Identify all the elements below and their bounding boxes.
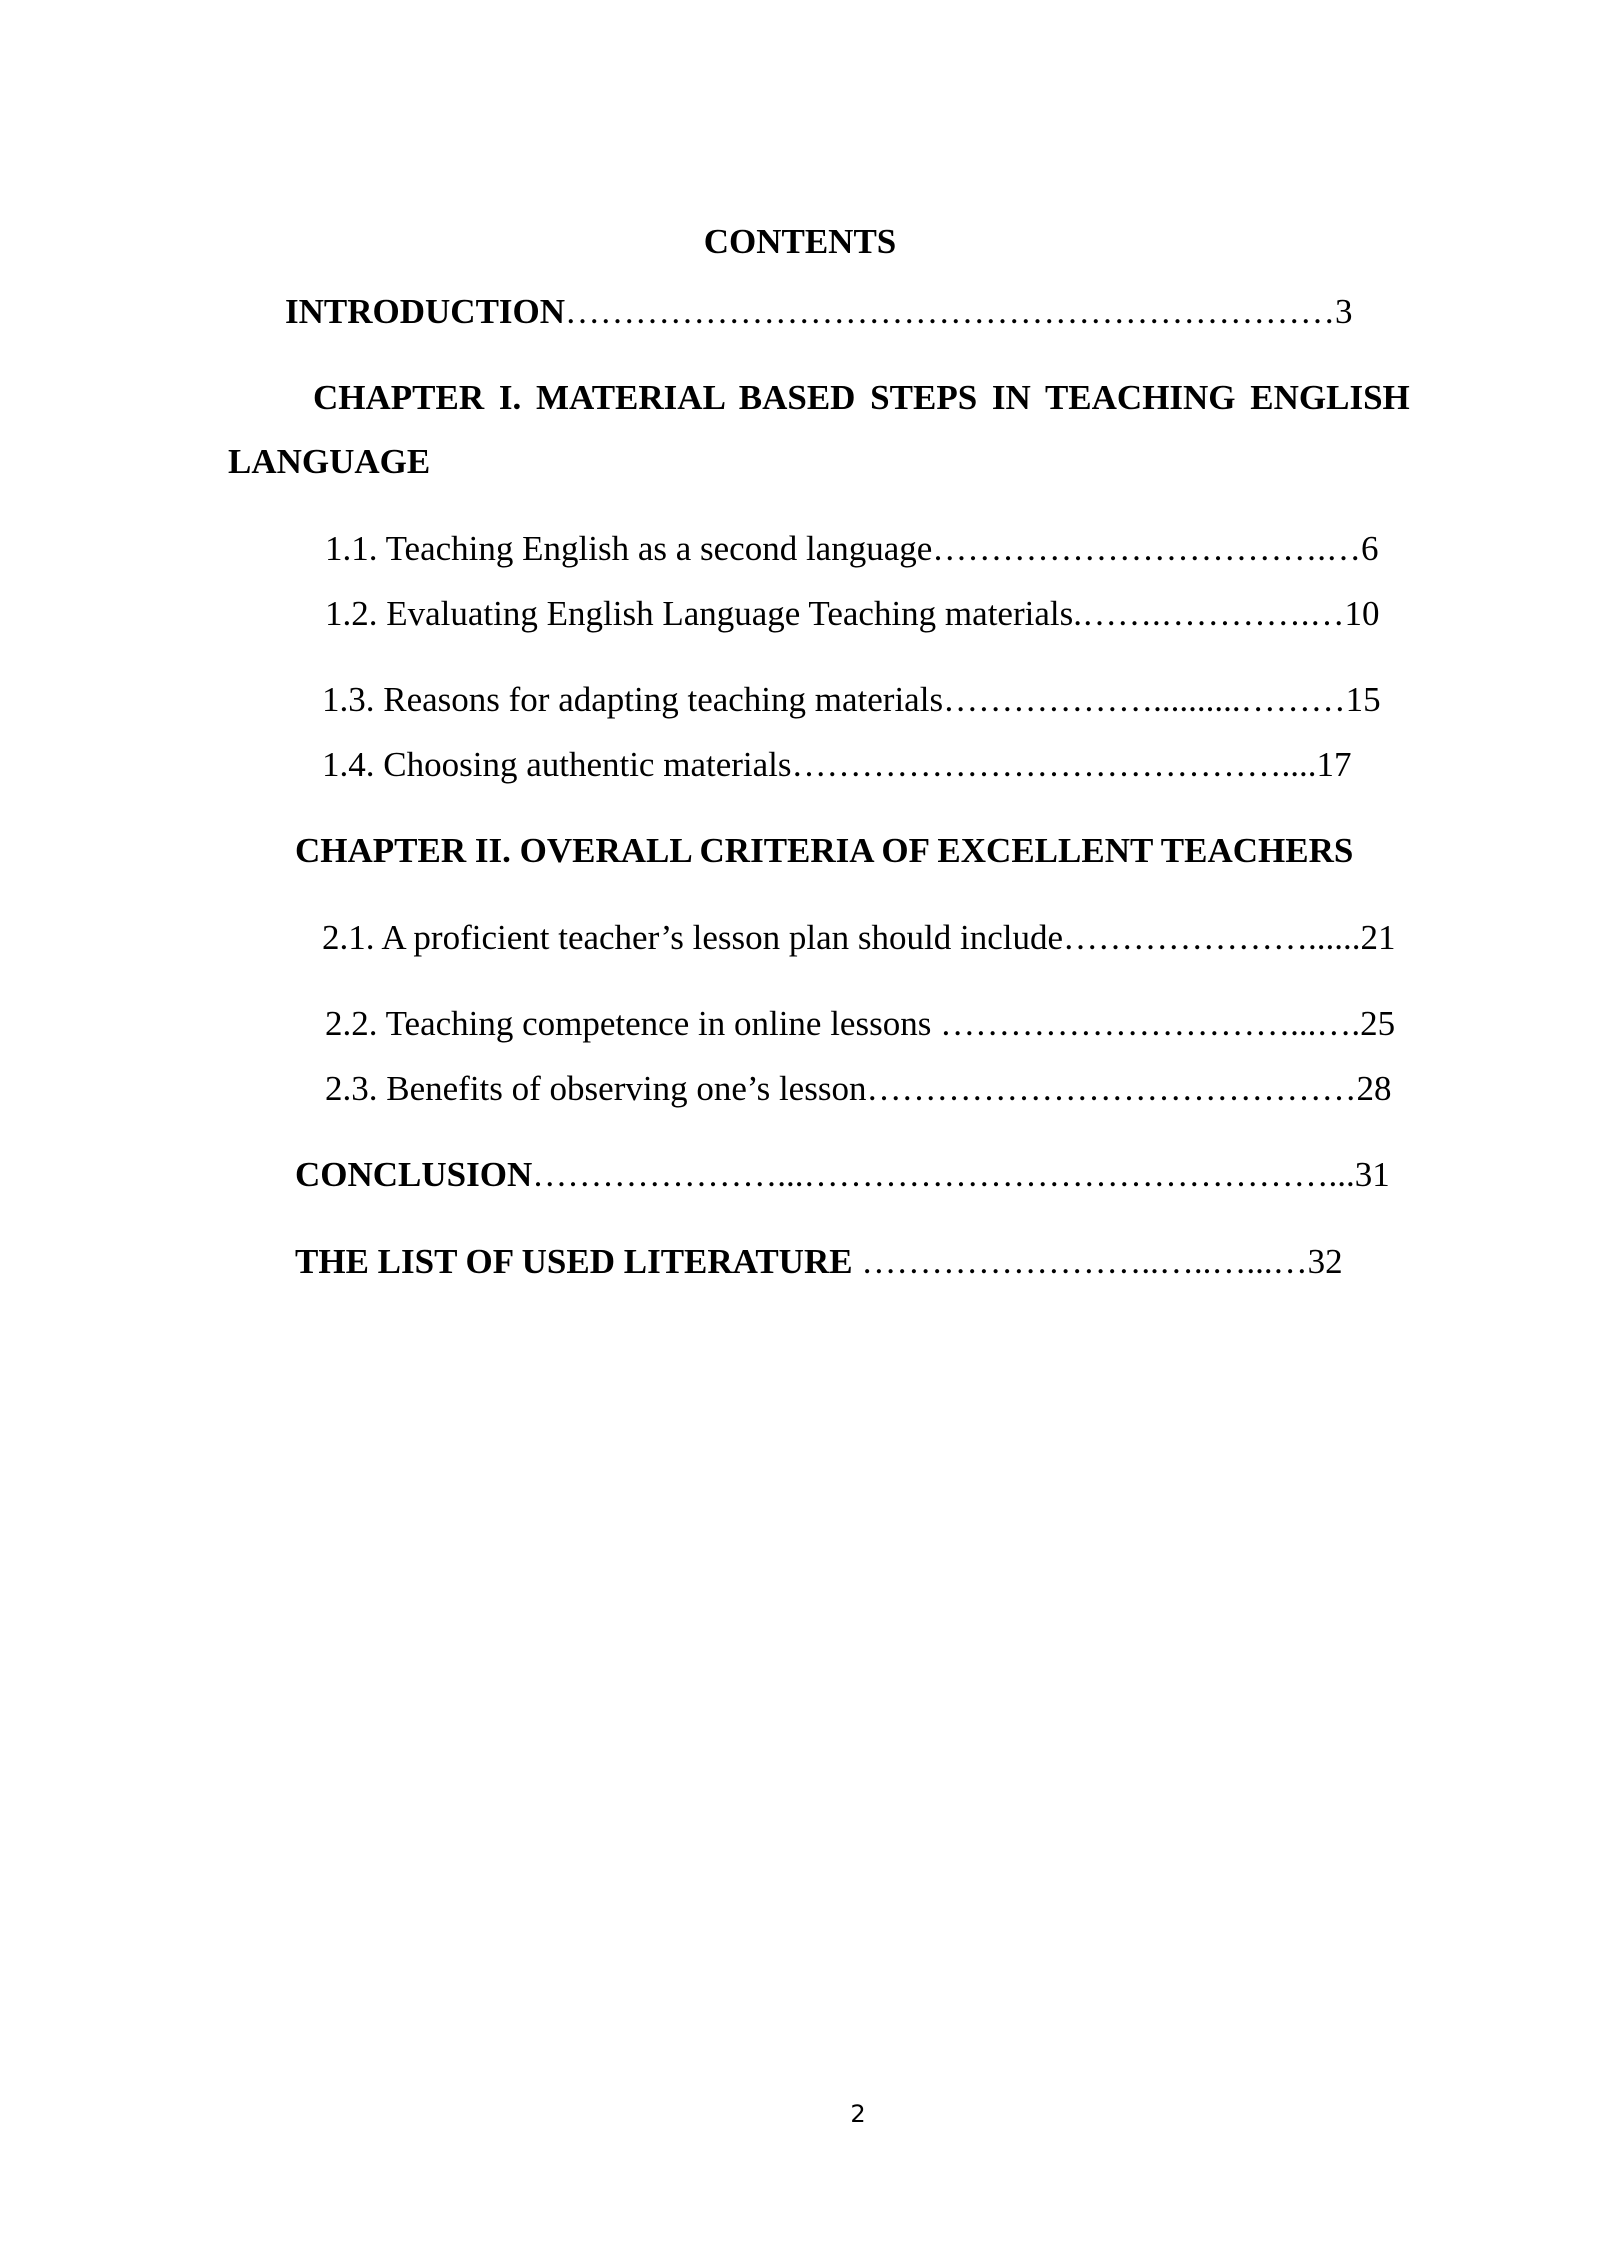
toc-entry-2-1 (322, 916, 1396, 960)
toc-entry-1-1 (325, 527, 1379, 571)
entry-page-number: 21 (1360, 918, 1396, 957)
entry-title: 1.1. Teaching English as a second language (325, 529, 933, 568)
dot-leader: ……………………..…..…...… (861, 1242, 1308, 1281)
entry-title: 1.2. Evaluating English Language Teaching materials. (325, 594, 1082, 633)
dot-leader: …………………...………………………………………... (532, 1155, 1355, 1194)
dot-leader: …………………………………….... (791, 745, 1317, 784)
chapter1-title-line1: CHAPTER I. MATERIAL BASED STEPS IN TEACHING ENGLISH (313, 378, 1410, 417)
toc-entry-1-3 (322, 678, 1381, 722)
dot-leader: …….………….… (1081, 594, 1345, 633)
toc-entry-2-3 (325, 1067, 1391, 1111)
contents-heading: CONTENTS (703, 222, 897, 261)
entry-page-number: 31 (1354, 1155, 1390, 1194)
entry-title: 2.2. Teaching competence in online lessons (325, 1004, 941, 1043)
toc-entry-introduction (285, 290, 1353, 334)
entry-title: THE LIST OF USED LITERATURE (295, 1242, 862, 1281)
dot-leader: ………………..........……… (943, 680, 1346, 719)
entry-page-number: 17 (1316, 745, 1352, 784)
entry-title: INTRODUCTION (285, 292, 566, 331)
dot-leader: …………………………………… (866, 1069, 1357, 1108)
entry-page-number: 3 (1335, 292, 1353, 331)
chapter1-title-line2: LANGUAGE (228, 442, 431, 481)
dot-leader: …………………………….… (932, 529, 1362, 568)
toc-entry-1-2 (325, 592, 1379, 636)
toc-entry-1-4 (322, 743, 1352, 787)
entry-page-number: 15 (1345, 680, 1381, 719)
entry-title: 1.3. Reasons for adapting teaching materials (322, 680, 944, 719)
entry-page-number: 28 (1356, 1069, 1392, 1108)
entry-page-number: 10 (1344, 594, 1380, 633)
chapter2-title: CHAPTER II. OVERALL CRITERIA OF EXCELLENT TEACHERS (295, 831, 1354, 870)
entry-title: 1.4. Choosing authentic materials (322, 745, 792, 784)
dot-leader: …………………………...…. (940, 1004, 1361, 1043)
entry-page-number: 6 (1361, 529, 1379, 568)
dot-leader: ………………………………………………………… (565, 292, 1336, 331)
toc-entry-conclusion (295, 1153, 1390, 1197)
entry-title: CONCLUSION (295, 1155, 533, 1194)
toc-entry-literature (295, 1240, 1343, 1284)
entry-title: 2.1. A proficient teacher’s lesson plan should include (322, 918, 1063, 957)
dot-leader: …………………...... (1063, 918, 1361, 957)
toc-entry-2-2 (325, 1002, 1395, 1046)
page-number: 2 (850, 2100, 866, 2128)
entry-page-number: 25 (1360, 1004, 1396, 1043)
entry-title: 2.3. Benefits of observing one’s lesson (325, 1069, 867, 1108)
entry-page-number: 32 (1307, 1242, 1343, 1281)
